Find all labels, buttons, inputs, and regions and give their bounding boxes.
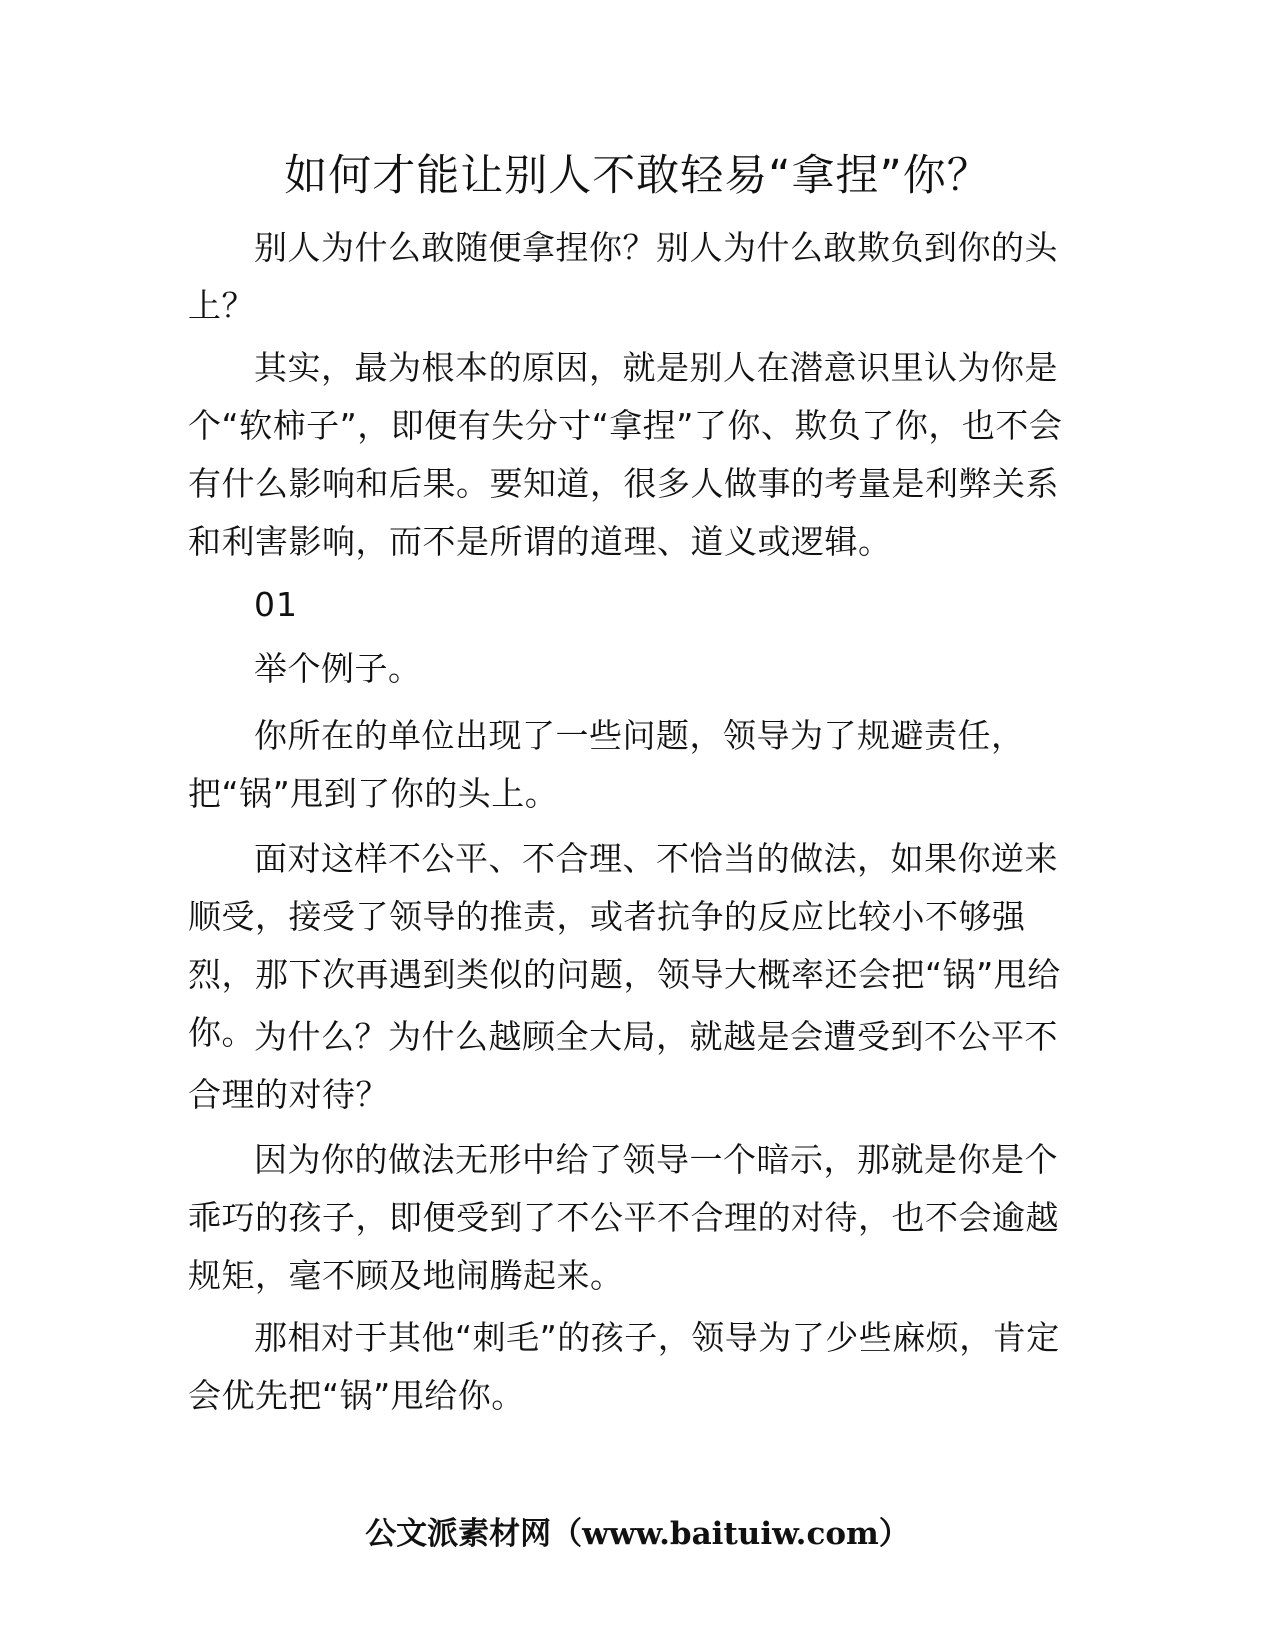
paragraph-2: 其实，最为根本的原因，就是别人在潜意识里认为你是个“软柿子”，即便有失分寸“拿捏”了你、欺负了你，也不会有什么影响和后果。要知道，很多人做事的考量是利弊关系和利害影响，而不是所谓的道理、道义或逻辑。 [188,348,1063,561]
section-number: 01 [254,585,298,624]
paragraph-6: 为什么？为什么越顾全大局，就越是会遭受到不公平不合理的对待？ [188,1017,1058,1114]
paragraph-5: 面对这样不公平、不合理、不恰当的做法，如果你逆来顺受，接受了领导的推责，或者抗争的反应比较小不够强烈，那下次再遇到类似的问题，领导大概率还会把“锅”甩给你。 [188,839,1061,1052]
paragraph-3: 举个例子。 [254,649,422,688]
paragraph-4: 你所在的单位出现了一些问题，领导为了规避责任，把“锅”甩到了你的头上。 [188,716,1025,813]
footer-watermark: 公文派素材网（www.baituiw.com） [365,1516,910,1552]
document-title: 如何才能让别人不敢轻易“拿捏”你？ [284,151,991,201]
paragraph-1: 别人为什么敢随便拿捏你？别人为什么敢欺负到你的头上？ [188,228,1058,325]
paragraph-8: 那相对于其他“刺毛”的孩子，领导为了少些麻烦，肯定会优先把“锅”甩给你。 [188,1318,1060,1415]
paragraph-7: 因为你的做法无形中给了领导一个暗示，那就是你是个乖巧的孩子，即便受到了不公平不合理的对待，也不会逾越规矩，毫不顾及地闹腾起来。 [188,1140,1059,1295]
